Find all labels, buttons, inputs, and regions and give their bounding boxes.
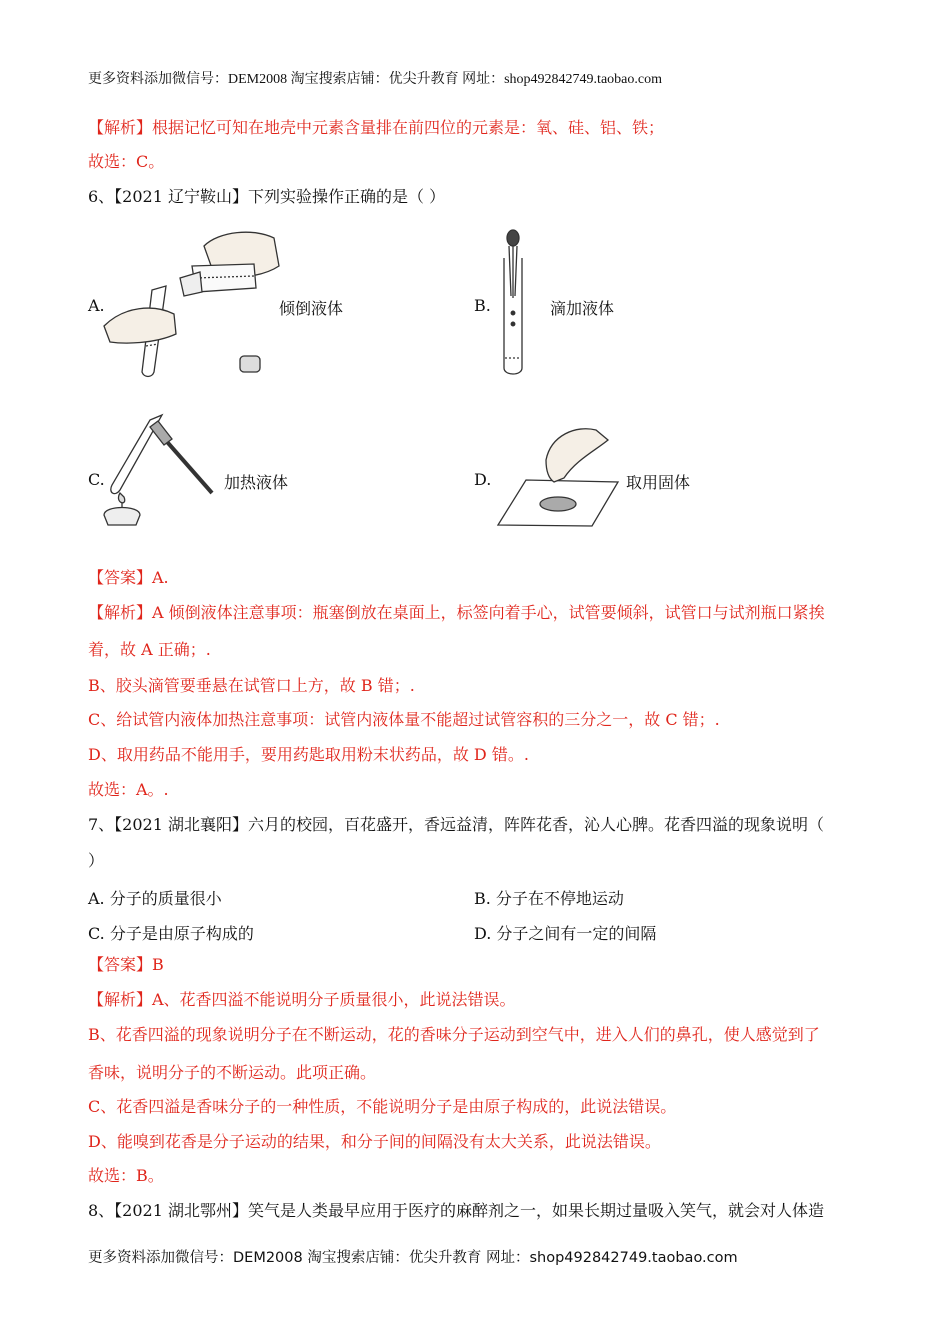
- q6-option-d-letter[interactable]: D.: [474, 470, 492, 489]
- page-footer: 更多资料添加微信号：DEM2008 淘宝搜索店铺：优尖升教育 网址：shop492842749.taobao.com: [88, 1250, 738, 1266]
- q6-option-a-letter[interactable]: A.: [88, 296, 105, 315]
- q5-choice: 故选：C。: [88, 152, 165, 171]
- pouring-liquid-figure: [104, 226, 284, 384]
- q7-option-a[interactable]: A. 分子的质量很小: [88, 889, 222, 908]
- q7-option-c[interactable]: C. 分子是由原子构成的: [88, 924, 254, 943]
- q6-option-c-caption: 加热液体: [224, 473, 289, 492]
- q7-answer: 【答案】B: [88, 955, 164, 974]
- q6-stem: 6、【2021 辽宁鞍山】下列实验操作正确的是（ ）: [88, 187, 446, 206]
- q7-analysis-line-6: 故选：B。: [88, 1166, 164, 1185]
- q6-option-b-letter[interactable]: B.: [474, 296, 491, 315]
- q6-analysis-line-5: D、取用药品不能用手，要用药匙取用粉末状药品，故 D 错。.: [88, 745, 529, 764]
- q6-analysis-line-6: 故选：A。.: [88, 780, 169, 799]
- q6-analysis-line-1: 【解析】A 倾倒液体注意事项：瓶塞倒放在桌面上，标签向着手心，试管要倾斜，试管口与试剂瓶口紧挨: [88, 603, 825, 622]
- q7-analysis-line-5: D、能嗅到花香是分子运动的结果，和分子间的间隔没有太大关系，此说法错误。: [88, 1132, 661, 1151]
- q7-analysis-line-2: B、花香四溢的现象说明分子在不断运动，花的香味分子运动到空气中，进入人们的鼻孔，使人感觉到了: [88, 1025, 820, 1044]
- q6-analysis-line-3: B、胶头滴管要垂悬在试管口上方，故 B 错；.: [88, 676, 415, 695]
- taking-solid-figure: [496, 420, 621, 530]
- q7-option-b[interactable]: B. 分子在不停地运动: [474, 889, 624, 908]
- q7-option-d[interactable]: D. 分子之间有一定的间隔: [474, 924, 657, 943]
- q6-option-c-letter[interactable]: C.: [88, 470, 105, 489]
- q6-option-b-caption: 滴加液体: [550, 299, 615, 318]
- q5-analysis: 【解析】根据记忆可知在地壳中元素含量排在前四位的元素是：氧、硅、铝、铁；: [88, 118, 665, 137]
- page-header: 更多资料添加微信号：DEM2008 淘宝搜索店铺：优尖升教育 网址：shop492842749.taobao.com: [88, 72, 662, 87]
- q7-analysis-line-4: C、花香四溢是香味分子的一种性质，不能说明分子是由原子构成的，此说法错误。: [88, 1097, 677, 1116]
- q6-analysis-line-4: C、给试管内液体加热注意事项：试管内液体量不能超过试管容积的三分之一，故 C 错；.: [88, 710, 720, 729]
- q7-stem-line-1: 7、【2021 湖北襄阳】六月的校园，百花盛开，香远益清，阵阵花香，沁人心脾。花香四溢的现象说明（: [88, 815, 824, 834]
- q8-stem: 8、【2021 湖北鄂州】笑气是人类最早应用于医疗的麻醉剂之一，如果长期过量吸入笑气，就会对人体造: [88, 1201, 824, 1220]
- q7-analysis-line-1: 【解析】A、花香四溢不能说明分子质量很小，此说法错误。: [88, 990, 516, 1009]
- q6-option-a-caption: 倾倒液体: [279, 299, 344, 318]
- heating-liquid-figure: [100, 415, 225, 535]
- q6-option-d-caption: 取用固体: [626, 473, 691, 492]
- q6-answer: 【答案】A.: [88, 568, 169, 587]
- q7-analysis-line-3: 香味，说明分子的不断运动。此项正确。: [88, 1063, 377, 1082]
- dropping-liquid-figure: [498, 228, 528, 378]
- q6-analysis-line-2: 着，故 A 正确；.: [88, 640, 211, 659]
- q7-stem-line-2: ）: [88, 851, 105, 870]
